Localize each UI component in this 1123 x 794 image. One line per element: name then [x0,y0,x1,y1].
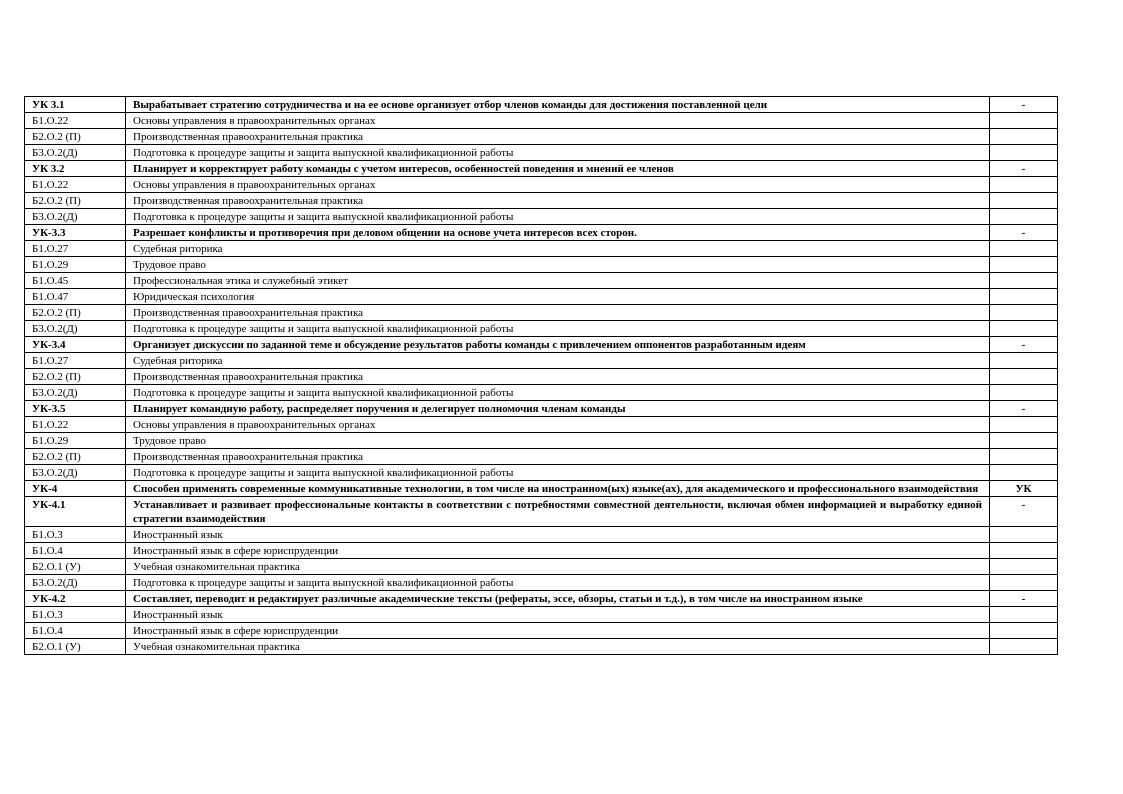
row-mark [990,321,1058,337]
row-code: Б2.О.2 (П) [25,129,126,145]
row-code: УК-3.4 [25,337,126,353]
row-mark [990,607,1058,623]
row-mark [990,273,1058,289]
row-mark [990,385,1058,401]
discipline-row [25,273,1058,289]
row-code: Б1.О.22 [25,417,126,433]
row-description: Трудовое право [126,257,990,273]
row-description: Подготовка к процедуре защиты и защита выпускной квалификационной работы [126,575,990,591]
row-mark [990,193,1058,209]
row-mark [990,353,1058,369]
row-description: Подготовка к процедуре защиты и защита выпускной квалификационной работы [126,385,990,401]
row-description: Производственная правоохранительная практика [126,449,990,465]
row-description: Производственная правоохранительная практика [126,193,990,209]
row-description: Производственная правоохранительная практика [126,369,990,385]
discipline-row [25,639,1058,655]
discipline-row [25,305,1058,321]
row-mark: - [990,97,1058,113]
row-description: Иностранный язык [126,527,990,543]
discipline-row [25,241,1058,257]
row-code: Б2.О.2 (П) [25,305,126,321]
row-mark [990,449,1058,465]
competency-indicator-row [25,401,1058,417]
row-mark [990,145,1058,161]
row-mark [990,241,1058,257]
row-code: Б2.О.2 (П) [25,449,126,465]
row-code: УК-4.2 [25,591,126,607]
row-code: Б3.О.2(Д) [25,385,126,401]
row-description: Иностранный язык в сфере юриспруденции [126,623,990,639]
row-code: Б1.О.3 [25,607,126,623]
row-description: Профессиональная этика и служебный этикет [126,273,990,289]
row-code: Б2.О.1 (У) [25,559,126,575]
row-mark [990,639,1058,655]
row-description: Основы управления в правоохранительных органах [126,177,990,193]
row-description: Судебная риторика [126,353,990,369]
competency-indicator-row [25,161,1058,177]
row-mark [990,623,1058,639]
row-description: Судебная риторика [126,241,990,257]
row-mark [990,465,1058,481]
row-mark: - [990,497,1058,527]
row-description: Производственная правоохранительная практика [126,305,990,321]
row-mark: - [990,225,1058,241]
competency-indicator-row [25,225,1058,241]
row-mark [990,559,1058,575]
row-code: Б1.О.27 [25,241,126,257]
discipline-row [25,449,1058,465]
discipline-row [25,289,1058,305]
row-code: УК 3.2 [25,161,126,177]
row-mark [990,129,1058,145]
row-code: Б1.О.29 [25,257,126,273]
row-code: Б1.О.4 [25,623,126,639]
row-description: Основы управления в правоохранительных органах [126,417,990,433]
discipline-row [25,433,1058,449]
discipline-row [25,575,1058,591]
discipline-row [25,559,1058,575]
row-code: УК-4 [25,481,126,497]
row-description: Подготовка к процедуре защиты и защита выпускной квалификационной работы [126,145,990,161]
row-code: Б3.О.2(Д) [25,465,126,481]
competency-indicator-row [25,97,1058,113]
row-code: Б3.О.2(Д) [25,145,126,161]
row-code: Б2.О.2 (П) [25,369,126,385]
row-mark [990,417,1058,433]
row-description: Юридическая психология [126,289,990,305]
row-description: Устанавливает и развивает профессиональные контакты в соответствии с потребностями совместной деятельности, включая обмен информацией и выработку единой стратегии взаимодействия [126,497,990,527]
row-description: Организует дискуссии по заданной теме и обсуждение результатов работы команды с привлечением оппонентов разработанным идеям [126,337,990,353]
row-description: Планирует командную работу, распределяет поручения и делегирует полномочия членам команды [126,401,990,417]
row-description: Составляет, переводит и редактирует различные академические тексты (рефераты, эссе, обзоры, статьи и т.д.), в том числе на иностранном языке [126,591,990,607]
row-mark: - [990,401,1058,417]
row-description: Способен применять современные коммуникативные технологии, в том числе на иностранном(ых) языке(ах), для академического и профессионального взаимодействия [126,481,990,497]
row-description: Учебная ознакомительная практика [126,639,990,655]
competency-indicator-row [25,591,1058,607]
row-code: УК-3.3 [25,225,126,241]
discipline-row [25,607,1058,623]
discipline-row [25,145,1058,161]
row-mark [990,369,1058,385]
row-description: Трудовое право [126,433,990,449]
row-code: Б1.О.27 [25,353,126,369]
row-code: Б2.О.1 (У) [25,639,126,655]
row-description: Учебная ознакомительная практика [126,559,990,575]
row-mark [990,113,1058,129]
discipline-row [25,623,1058,639]
discipline-row [25,209,1058,225]
row-description: Планирует и корректирует работу команды с учетом интересов, особенностей поведения и мнений ее членов [126,161,990,177]
row-code: Б1.О.22 [25,113,126,129]
discipline-row [25,385,1058,401]
discipline-row [25,321,1058,337]
row-code: Б1.О.3 [25,527,126,543]
row-code: Б1.О.47 [25,289,126,305]
row-mark: - [990,161,1058,177]
row-description: Подготовка к процедуре защиты и защита выпускной квалификационной работы [126,209,990,225]
row-mark [990,177,1058,193]
row-code: Б1.О.22 [25,177,126,193]
row-code: УК 3.1 [25,97,126,113]
discipline-row [25,113,1058,129]
row-mark: - [990,591,1058,607]
row-code: Б1.О.4 [25,543,126,559]
row-description: Иностранный язык в сфере юриспруденции [126,543,990,559]
row-code: УК-3.5 [25,401,126,417]
row-code: УК-4.1 [25,497,126,527]
row-mark [990,209,1058,225]
row-description: Разрешает конфликты и противоречия при деловом общении на основе учета интересов всех сторон. [126,225,990,241]
discipline-row [25,369,1058,385]
row-description: Вырабатывает стратегию сотрудничества и на ее основе организует отбор членов команды для достижения поставленной цели [126,97,990,113]
row-mark [990,433,1058,449]
row-code: Б1.О.45 [25,273,126,289]
row-code: Б1.О.29 [25,433,126,449]
discipline-row [25,129,1058,145]
row-description: Подготовка к процедуре защиты и защита выпускной квалификационной работы [126,465,990,481]
row-mark [990,543,1058,559]
discipline-row [25,465,1058,481]
document-page [24,96,1058,655]
row-code: Б2.О.2 (П) [25,193,126,209]
row-code: Б3.О.2(Д) [25,209,126,225]
discipline-row [25,193,1058,209]
competency-indicator-row [25,337,1058,353]
discipline-row [25,353,1058,369]
row-mark [990,257,1058,273]
row-description: Производственная правоохранительная практика [126,129,990,145]
discipline-row [25,417,1058,433]
row-mark [990,305,1058,321]
discipline-row [25,177,1058,193]
discipline-row [25,543,1058,559]
row-description: Подготовка к процедуре защиты и защита выпускной квалификационной работы [126,321,990,337]
row-code: Б3.О.2(Д) [25,321,126,337]
competency-indicator-row [25,481,1058,497]
row-mark: - [990,337,1058,353]
discipline-row [25,527,1058,543]
competency-table [24,96,1058,655]
competency-indicator-row [25,497,1058,527]
row-description: Основы управления в правоохранительных органах [126,113,990,129]
row-mark [990,527,1058,543]
row-mark: УК [990,481,1058,497]
row-mark [990,289,1058,305]
row-mark [990,575,1058,591]
row-description: Иностранный язык [126,607,990,623]
row-code: Б3.О.2(Д) [25,575,126,591]
discipline-row [25,257,1058,273]
competency-table-body [25,97,1058,655]
